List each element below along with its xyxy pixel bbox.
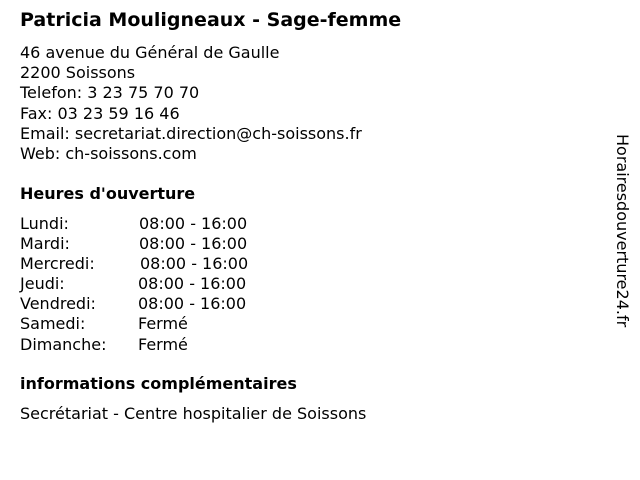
phone-number: Telefon: 3 23 75 70 70 xyxy=(20,83,200,103)
time-value: 08:00 - 16:00 xyxy=(138,294,247,314)
page-title: Patricia Mouligneaux - Sage-femme xyxy=(20,9,402,31)
time-value: Fermé xyxy=(138,314,188,334)
info-heading: informations complémentaires xyxy=(20,374,297,393)
hours-heading: Heures d'ouverture xyxy=(20,184,196,203)
hours-row xyxy=(20,214,248,234)
watermark-text: Horairesdouverture24.fr xyxy=(613,134,632,328)
time-value: 08:00 - 16:00 xyxy=(140,254,249,274)
day-label: Mercredi: xyxy=(20,254,95,274)
hours-row xyxy=(20,314,248,334)
contact-block xyxy=(20,43,362,164)
hours-row xyxy=(20,294,248,314)
website: Web: ch-soissons.com xyxy=(20,144,197,164)
address-city: 2200 Soissons xyxy=(20,63,136,83)
opening-hours-table xyxy=(20,214,248,355)
time-value: 08:00 - 16:00 xyxy=(139,214,248,233)
day-label: Vendredi: xyxy=(20,294,96,314)
day-label: Samedi: xyxy=(20,314,86,334)
site-watermark xyxy=(611,134,633,374)
time-value: Fermé xyxy=(138,334,188,354)
info-text: Secrétariat - Centre hospitalier de Soissons xyxy=(20,404,367,423)
email-address: Email: secretariat.direction@ch-soissons.fr xyxy=(20,123,362,143)
address-street: 46 avenue du Général de Gaulle xyxy=(20,43,280,62)
hours-row xyxy=(20,335,248,355)
day-label: Dimanche: xyxy=(20,334,107,354)
time-value: 08:00 - 16:00 xyxy=(138,274,247,294)
hours-row xyxy=(20,234,248,254)
day-label: Lundi: xyxy=(20,214,69,233)
fax-number: Fax: 03 23 59 16 46 xyxy=(20,103,180,123)
day-label: Jeudi: xyxy=(20,274,65,294)
hours-row xyxy=(20,254,248,274)
day-label: Mardi: xyxy=(20,234,70,254)
hours-row xyxy=(20,274,248,294)
time-value: 08:00 - 16:00 xyxy=(139,234,248,254)
